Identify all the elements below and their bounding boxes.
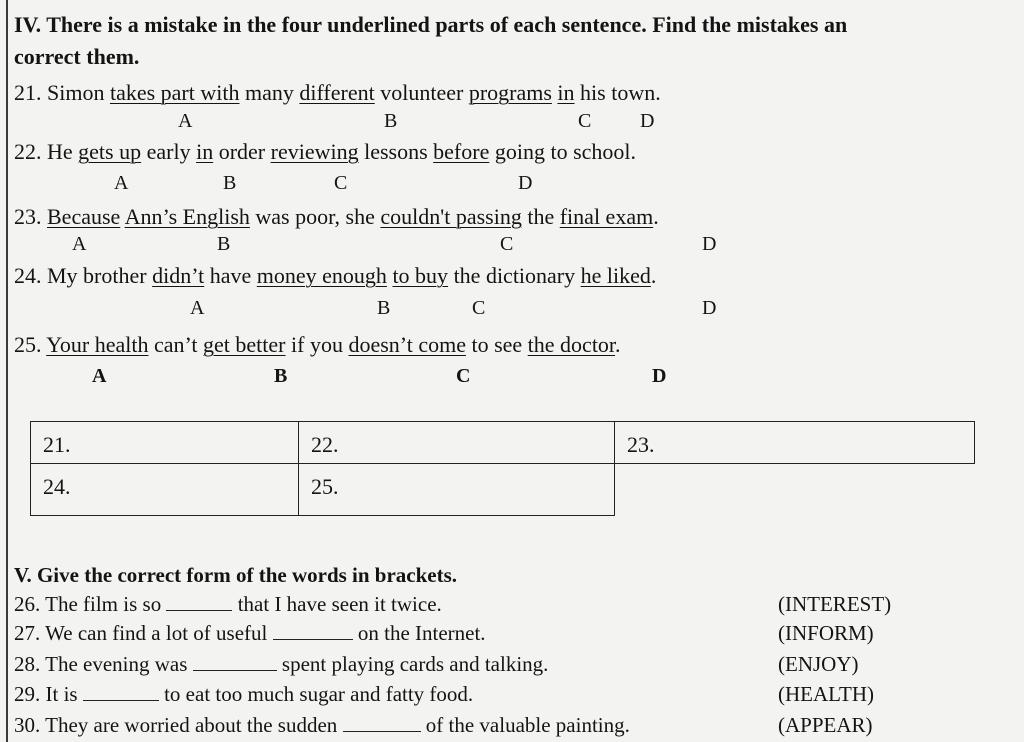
sentence-21 (14, 80, 661, 106)
text: My brother (47, 263, 153, 288)
option-label-b: B (384, 110, 398, 132)
sentence-number: 21. (14, 80, 47, 105)
option-label-c: C (334, 172, 348, 194)
text: lessons (358, 139, 434, 164)
option-label-b: B (377, 297, 391, 319)
underlined-part-b: in (196, 139, 214, 164)
answer-blank[interactable] (83, 682, 159, 701)
sentence-23 (14, 204, 659, 230)
text: He (47, 139, 79, 164)
option-label-a: A (92, 365, 107, 387)
text: early (141, 139, 197, 164)
text: was poor, she (249, 204, 381, 229)
underlined-part-c: reviewing (270, 139, 359, 164)
underlined-part-a: takes part with (109, 80, 240, 105)
text: . (615, 332, 621, 357)
answer-cell-24[interactable]: 24. (31, 464, 299, 516)
underlined-part-d: before (433, 139, 490, 164)
question-29 (14, 682, 473, 707)
option-label-d: D (518, 172, 533, 194)
option-label-c: C (578, 110, 592, 132)
question-text: 27. We can find a lot of useful (14, 621, 273, 645)
answer-blank[interactable] (343, 713, 421, 732)
text: can’t (148, 332, 204, 357)
answer-cell-23[interactable]: 23. (615, 422, 975, 464)
underlined-part-d: final exam (559, 204, 654, 229)
sentence-number: 24. (14, 263, 47, 288)
underlined-part-b: Ann’s English (124, 204, 250, 229)
answer-blank[interactable] (166, 592, 232, 611)
question-28 (14, 652, 548, 677)
underlined-part-a: didn’t (152, 263, 205, 288)
question-text: of the valuable painting. (420, 713, 630, 737)
question-text: spent playing cards and talking. (276, 652, 549, 676)
option-label-b: B (274, 365, 288, 387)
underlined-part-c: to buy (392, 263, 449, 288)
table-row (31, 464, 975, 516)
answer-cell-25[interactable]: 25. (299, 464, 615, 516)
answer-blank[interactable] (193, 652, 277, 671)
option-label-d: D (702, 233, 717, 255)
text: order (213, 139, 271, 164)
text: have (204, 263, 257, 288)
sentence-number: 22. (14, 139, 47, 164)
underlined-part-a: Because (47, 204, 121, 229)
text: . (650, 263, 657, 288)
option-label-c: C (500, 233, 514, 255)
question-text: 29. It is (14, 682, 83, 706)
sentence-25 (14, 332, 621, 358)
option-label-d: D (702, 297, 717, 319)
option-label-a: A (178, 110, 193, 132)
question-27 (14, 621, 486, 646)
page-left-edge (6, 0, 8, 742)
text: the (521, 204, 560, 229)
word-hint-28: (ENJOY) (778, 652, 859, 676)
option-label-b: B (223, 172, 237, 194)
sentence-22 (14, 139, 636, 165)
sentence-24 (14, 263, 656, 289)
option-label-b: B (217, 233, 231, 255)
table-row (31, 422, 975, 464)
option-label-d: D (640, 110, 655, 132)
section-v-heading: V. Give the correct form of the words in brackets. (14, 563, 458, 587)
option-label-a: A (190, 297, 205, 319)
option-label-d: D (652, 365, 667, 387)
question-text: 30. They are worried about the sudden (14, 713, 343, 737)
answer-cell-22[interactable]: 22. (299, 422, 615, 464)
question-30 (14, 713, 630, 738)
underlined-part-d: he liked (580, 263, 651, 288)
answer-blank[interactable] (273, 621, 353, 640)
question-26 (14, 592, 442, 617)
question-text: that I have seen it twice. (232, 592, 442, 616)
underlined-part-b: money enough (256, 263, 387, 288)
text: going to school. (489, 139, 637, 164)
word-hint-30: (APPEAR) (778, 713, 873, 737)
text: . (653, 204, 659, 229)
answer-table (30, 421, 975, 516)
empty-cell (615, 464, 975, 516)
text: the dictionary (448, 263, 581, 288)
word-hint-29: (HEALTH) (778, 682, 875, 706)
underlined-part-d: the doctor (527, 332, 616, 357)
text: if you (285, 332, 349, 357)
option-label-c: C (472, 297, 486, 319)
text: many (239, 80, 300, 105)
underlined-part-c: programs (468, 80, 552, 105)
word-hint-26: (INTEREST) (778, 592, 892, 616)
underlined-part-c: doesn’t come (348, 332, 466, 357)
text: his town. (574, 80, 661, 105)
word-hint-27: (INFORM) (778, 621, 874, 645)
text: Simon (47, 80, 110, 105)
underlined-part-a: Your health (46, 332, 149, 357)
question-text: 28. The evening was (14, 652, 193, 676)
underlined-part-a: gets up (78, 139, 142, 164)
option-label-a: A (72, 233, 87, 255)
sentence-number: 25. (14, 332, 47, 357)
sentence-number: 23. (14, 204, 47, 229)
underlined-part-d: in (557, 80, 575, 105)
underlined-part-c: couldn't passing (380, 204, 522, 229)
option-label-a: A (114, 172, 129, 194)
option-label-c: C (456, 365, 471, 387)
question-text: to eat too much sugar and fatty food. (158, 682, 474, 706)
underlined-part-b: different (299, 80, 375, 105)
section-iv-heading-line1: IV. There is a mistake in the four underlined parts of each sentence. Find the mistakes an (14, 12, 848, 37)
answer-cell-21[interactable]: 21. (31, 422, 299, 464)
underlined-part-b: get better (203, 332, 286, 357)
text: volunteer (374, 80, 469, 105)
section-iv-heading-line2: correct them. (14, 44, 140, 69)
question-text: 26. The film is so (14, 592, 167, 616)
question-text: on the Internet. (352, 621, 486, 645)
text: to see (465, 332, 528, 357)
